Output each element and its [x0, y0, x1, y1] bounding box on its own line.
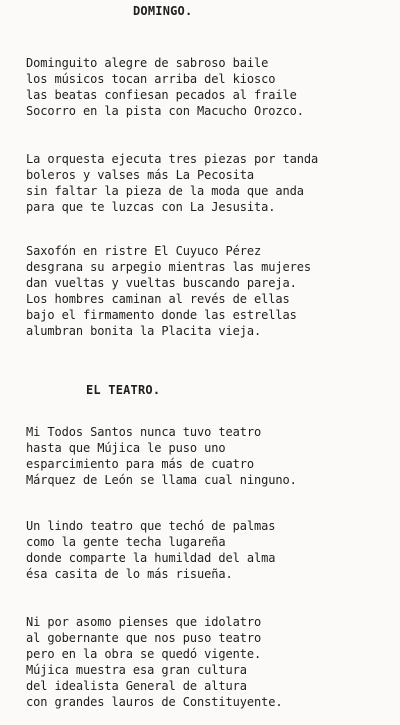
verse-line: desgrana su arpegio mientras las mujeres: [26, 260, 311, 274]
verse-line: Dominguito alegre de sabroso baile: [26, 56, 269, 70]
verse-line: Ni por asomo pienses que idolatro: [26, 615, 262, 629]
stanza-domingo-2: [26, 151, 318, 215]
verse-line: Los hombres caminan al revés de ellas: [26, 292, 290, 306]
verse-line: alumbran bonita la Placita vieja.: [26, 324, 262, 338]
verse-line: bajo el firmamento donde las estrellas: [26, 308, 297, 322]
verse-line: donde comparte la humildad del alma: [26, 551, 276, 565]
verse-line: hasta que Mújica le puso uno: [26, 441, 226, 455]
verse-line: Saxofón en ristre El Cuyuco Pérez: [26, 244, 262, 258]
verse-line: esparcimiento para más de cuatro: [26, 457, 254, 471]
verse-line: Socorro en la pista con Macucho Orozco.: [26, 104, 304, 118]
verse-line: con grandes lauros de Constituyente.: [26, 695, 283, 709]
verse-line: del idealista General de altura: [26, 679, 247, 693]
verse-line: para que te luzcas con La Jesusita.: [26, 200, 276, 214]
verse-line: Márquez de León se llama cual ninguno.: [26, 473, 297, 487]
verse-line: boleros y valses más La Pecosita: [26, 168, 254, 182]
stanza-teatro-2: [26, 518, 275, 582]
stanza-teatro-3: [26, 614, 283, 710]
stanza-domingo-3: [26, 243, 311, 339]
stanza-teatro-1: [26, 424, 297, 488]
verse-line: sin faltar la pieza de la moda que anda: [26, 184, 304, 198]
stanza-domingo-1: [26, 55, 304, 119]
verse-line: Mi Todos Santos nunca tuvo teatro: [26, 425, 262, 439]
verse-line: Un lindo teatro que techó de palmas: [26, 519, 276, 533]
verse-line: La orquesta ejecuta tres piezas por tanda: [26, 152, 319, 166]
verse-line: pero en la obra se quedó vigente.: [26, 647, 262, 661]
verse-line: dan vueltas y vueltas buscando pareja.: [26, 276, 297, 290]
section-title-el-teatro: EL TEATRO.: [86, 383, 161, 397]
verse-line: al gobernante que nos puso teatro: [26, 631, 262, 645]
verse-line: las beatas confiesan pecados al fraile: [26, 88, 297, 102]
verse-line: Mújica muestra esa gran cultura: [26, 663, 247, 677]
verse-line: ésa casita de lo más risueña.: [26, 567, 233, 581]
section-title-domingo: DOMINGO.: [133, 4, 193, 18]
verse-line: los músicos tocan arriba del kiosco: [26, 72, 276, 86]
verse-line: como la gente techa lugareña: [26, 535, 226, 549]
